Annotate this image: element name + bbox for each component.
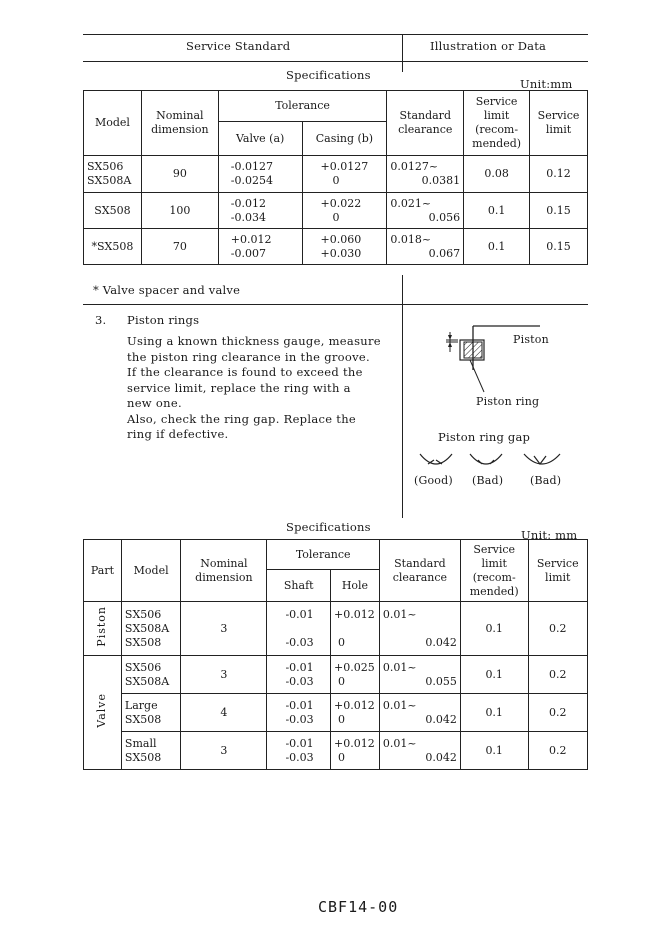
valve-upper: -0.012 xyxy=(230,196,266,210)
nominal-value: 3 xyxy=(181,732,267,770)
clearance-max: 0.0381 xyxy=(421,174,461,187)
casing-lower: 0 xyxy=(332,210,340,224)
col-model: Model xyxy=(84,91,142,156)
hole-lower: 0 xyxy=(338,712,345,726)
col-service-recommended: Service limit (recom- mended) xyxy=(460,540,528,602)
nominal-value: 70 xyxy=(141,229,218,265)
clearance-max: 0.042 xyxy=(425,712,457,726)
service-limit: 0.15 xyxy=(530,193,588,229)
hole-upper: +0.012 xyxy=(334,698,375,712)
footnote: * Valve spacer and valve xyxy=(93,283,241,297)
model: SX508 xyxy=(84,193,142,229)
col-hole: Hole xyxy=(331,570,380,602)
service-recommended: 0.1 xyxy=(460,602,528,656)
table1-caption: Specifications xyxy=(286,68,371,82)
header-service-standard: Service Standard xyxy=(186,39,291,53)
nominal-value: 3 xyxy=(181,656,267,694)
col-service-limit: Service limit xyxy=(530,91,588,156)
shaft-upper: -0.01 xyxy=(285,660,314,674)
service-recommended: 0.08 xyxy=(464,156,530,193)
clearance-table-valve xyxy=(83,90,588,265)
model: SX508 xyxy=(124,750,162,764)
body-line: service limit, replace the ring with a xyxy=(127,380,351,395)
header-bottom-rule xyxy=(83,61,588,62)
service-limit: 0.15 xyxy=(530,229,588,265)
part-piston: Piston xyxy=(95,606,109,647)
service-recommended: 0.1 xyxy=(460,694,528,732)
footnote-rule xyxy=(83,304,588,305)
hole-upper: +0.025 xyxy=(334,660,375,674)
header-top-rule xyxy=(83,34,588,35)
table-row xyxy=(84,694,588,732)
piston-label: Piston xyxy=(513,333,549,346)
model: SX506 xyxy=(87,160,124,173)
model: SX508A xyxy=(124,674,170,688)
shaft-lower: -0.03 xyxy=(285,636,314,649)
casing-upper: +0.0127 xyxy=(320,160,369,173)
clearance-min: 0.01~ xyxy=(382,736,417,750)
body-line: Also, check the ring gap. Replace the xyxy=(127,411,357,426)
good-label: (Good) xyxy=(414,474,453,487)
shaft-lower: -0.03 xyxy=(285,750,314,764)
col-tolerance: Tolerance xyxy=(218,91,387,122)
model: Small xyxy=(124,736,157,750)
clearance-max: 0.042 xyxy=(425,750,457,764)
service-limit: 0.2 xyxy=(528,694,587,732)
hole-lower: 0 xyxy=(338,674,345,688)
table-row xyxy=(84,656,588,694)
service-limit: 0.2 xyxy=(528,732,587,770)
valve-upper: +0.012 xyxy=(230,232,272,246)
clearance-min: 0.01~ xyxy=(382,660,417,674)
casing-upper: +0.022 xyxy=(320,196,362,210)
header-illustration: Illustration or Data xyxy=(430,39,547,53)
service-recommended: 0.1 xyxy=(460,656,528,694)
casing-lower: +0.030 xyxy=(320,246,362,260)
nominal-value: 90 xyxy=(141,156,218,193)
col-casing: Casing (b) xyxy=(302,122,387,156)
col-shaft: Shaft xyxy=(267,570,331,602)
ring-gap-sketches xyxy=(412,450,577,476)
table-row xyxy=(84,193,588,229)
column-divider-lower xyxy=(402,275,403,518)
valve-upper: -0.0127 xyxy=(230,160,273,173)
body-line: Using a known thickness gauge, measure xyxy=(127,334,381,348)
col-service-limit: Service limit xyxy=(528,540,587,602)
clearance-min: 0.01~ xyxy=(382,608,417,621)
col-part: Part xyxy=(84,540,122,602)
col-nominal: Nominal dimension xyxy=(141,91,218,156)
table-row xyxy=(84,732,588,770)
hole-upper: +0.012 xyxy=(334,608,375,621)
clearance-max: 0.067 xyxy=(428,246,461,260)
ring-gap-bad-wide-icon xyxy=(470,454,502,464)
shaft-lower: -0.03 xyxy=(285,674,314,688)
model: SX506 xyxy=(124,607,162,621)
table-row xyxy=(84,602,588,656)
valve-lower: -0.034 xyxy=(230,210,266,224)
ring-gap-good-icon xyxy=(420,454,452,464)
nominal-value: 3 xyxy=(181,602,267,656)
service-recommended: 0.1 xyxy=(464,229,530,265)
model: SX508 xyxy=(124,635,162,649)
service-limit: 0.12 xyxy=(530,156,588,193)
service-recommended: 0.1 xyxy=(460,732,528,770)
model: SX508 xyxy=(124,712,162,726)
body-line: If the clearance is found to exceed the xyxy=(127,365,363,379)
body-line: new one. xyxy=(127,396,182,410)
body-line: the piston ring clearance in the groove. xyxy=(127,349,370,364)
page-code: CBF14-00 xyxy=(318,898,399,916)
shaft-upper: -0.01 xyxy=(285,736,314,750)
table-row xyxy=(84,229,588,265)
service-recommended: 0.1 xyxy=(464,193,530,229)
bad-label-1: (Bad) xyxy=(472,474,504,487)
shaft-lower: -0.03 xyxy=(285,712,314,726)
clearance-max: 0.056 xyxy=(428,210,461,224)
col-nominal: Nominal dimension xyxy=(181,540,267,602)
model: SX506 xyxy=(124,660,162,674)
table2-unit: Unit: mm xyxy=(521,528,578,542)
hole-lower: 0 xyxy=(338,750,345,764)
clearance-min: 0.021~ xyxy=(390,196,432,210)
section-body xyxy=(127,334,381,443)
table1-unit: Unit:mm xyxy=(520,77,573,91)
service-limit: 0.2 xyxy=(528,656,587,694)
table-row xyxy=(84,156,588,193)
body-line: ring if defective. xyxy=(127,427,229,441)
shaft-upper: -0.01 xyxy=(285,698,314,712)
model: SX508A xyxy=(124,621,170,635)
clearance-max: 0.042 xyxy=(425,636,457,649)
casing-lower: 0 xyxy=(332,174,340,187)
col-service-recommended: Service limit (recom- mended) xyxy=(464,91,530,156)
clearance-min: 0.018~ xyxy=(390,232,432,246)
table2-caption: Specifications xyxy=(286,520,371,534)
col-model: Model xyxy=(121,540,180,602)
hole-upper: +0.012 xyxy=(334,736,375,750)
col-standard: Standard clearance xyxy=(387,91,464,156)
section-number: 3. xyxy=(95,313,107,327)
ring-gap-bad-closed-icon xyxy=(524,454,560,464)
model: Large xyxy=(124,698,158,712)
column-divider xyxy=(402,34,403,72)
casing-upper: +0.060 xyxy=(320,232,362,246)
valve-lower: -0.0254 xyxy=(230,174,273,187)
bad-label-2: (Bad) xyxy=(530,474,562,487)
clearance-max: 0.055 xyxy=(425,674,457,688)
clearance-min: 0.0127~ xyxy=(390,160,439,173)
clearance-min: 0.01~ xyxy=(382,698,417,712)
piston-ring-label: Piston ring xyxy=(476,395,540,408)
model: *SX508 xyxy=(84,229,142,265)
col-tolerance: Tolerance xyxy=(267,540,379,570)
col-valve: Valve (a) xyxy=(218,122,302,156)
ring-gap-label: Piston ring gap xyxy=(438,430,531,444)
clearance-table-piston-valve xyxy=(83,539,588,770)
nominal-value: 100 xyxy=(141,193,218,229)
hole-lower: 0 xyxy=(338,636,345,649)
col-standard: Standard clearance xyxy=(379,540,460,602)
model: SX508A xyxy=(87,174,132,187)
part-valve: Valve xyxy=(95,693,109,728)
nominal-value: 4 xyxy=(181,694,267,732)
section-title: Piston rings xyxy=(127,313,200,327)
service-limit: 0.2 xyxy=(528,602,587,656)
valve-lower: -0.007 xyxy=(230,246,266,260)
shaft-upper: -0.01 xyxy=(285,608,314,621)
